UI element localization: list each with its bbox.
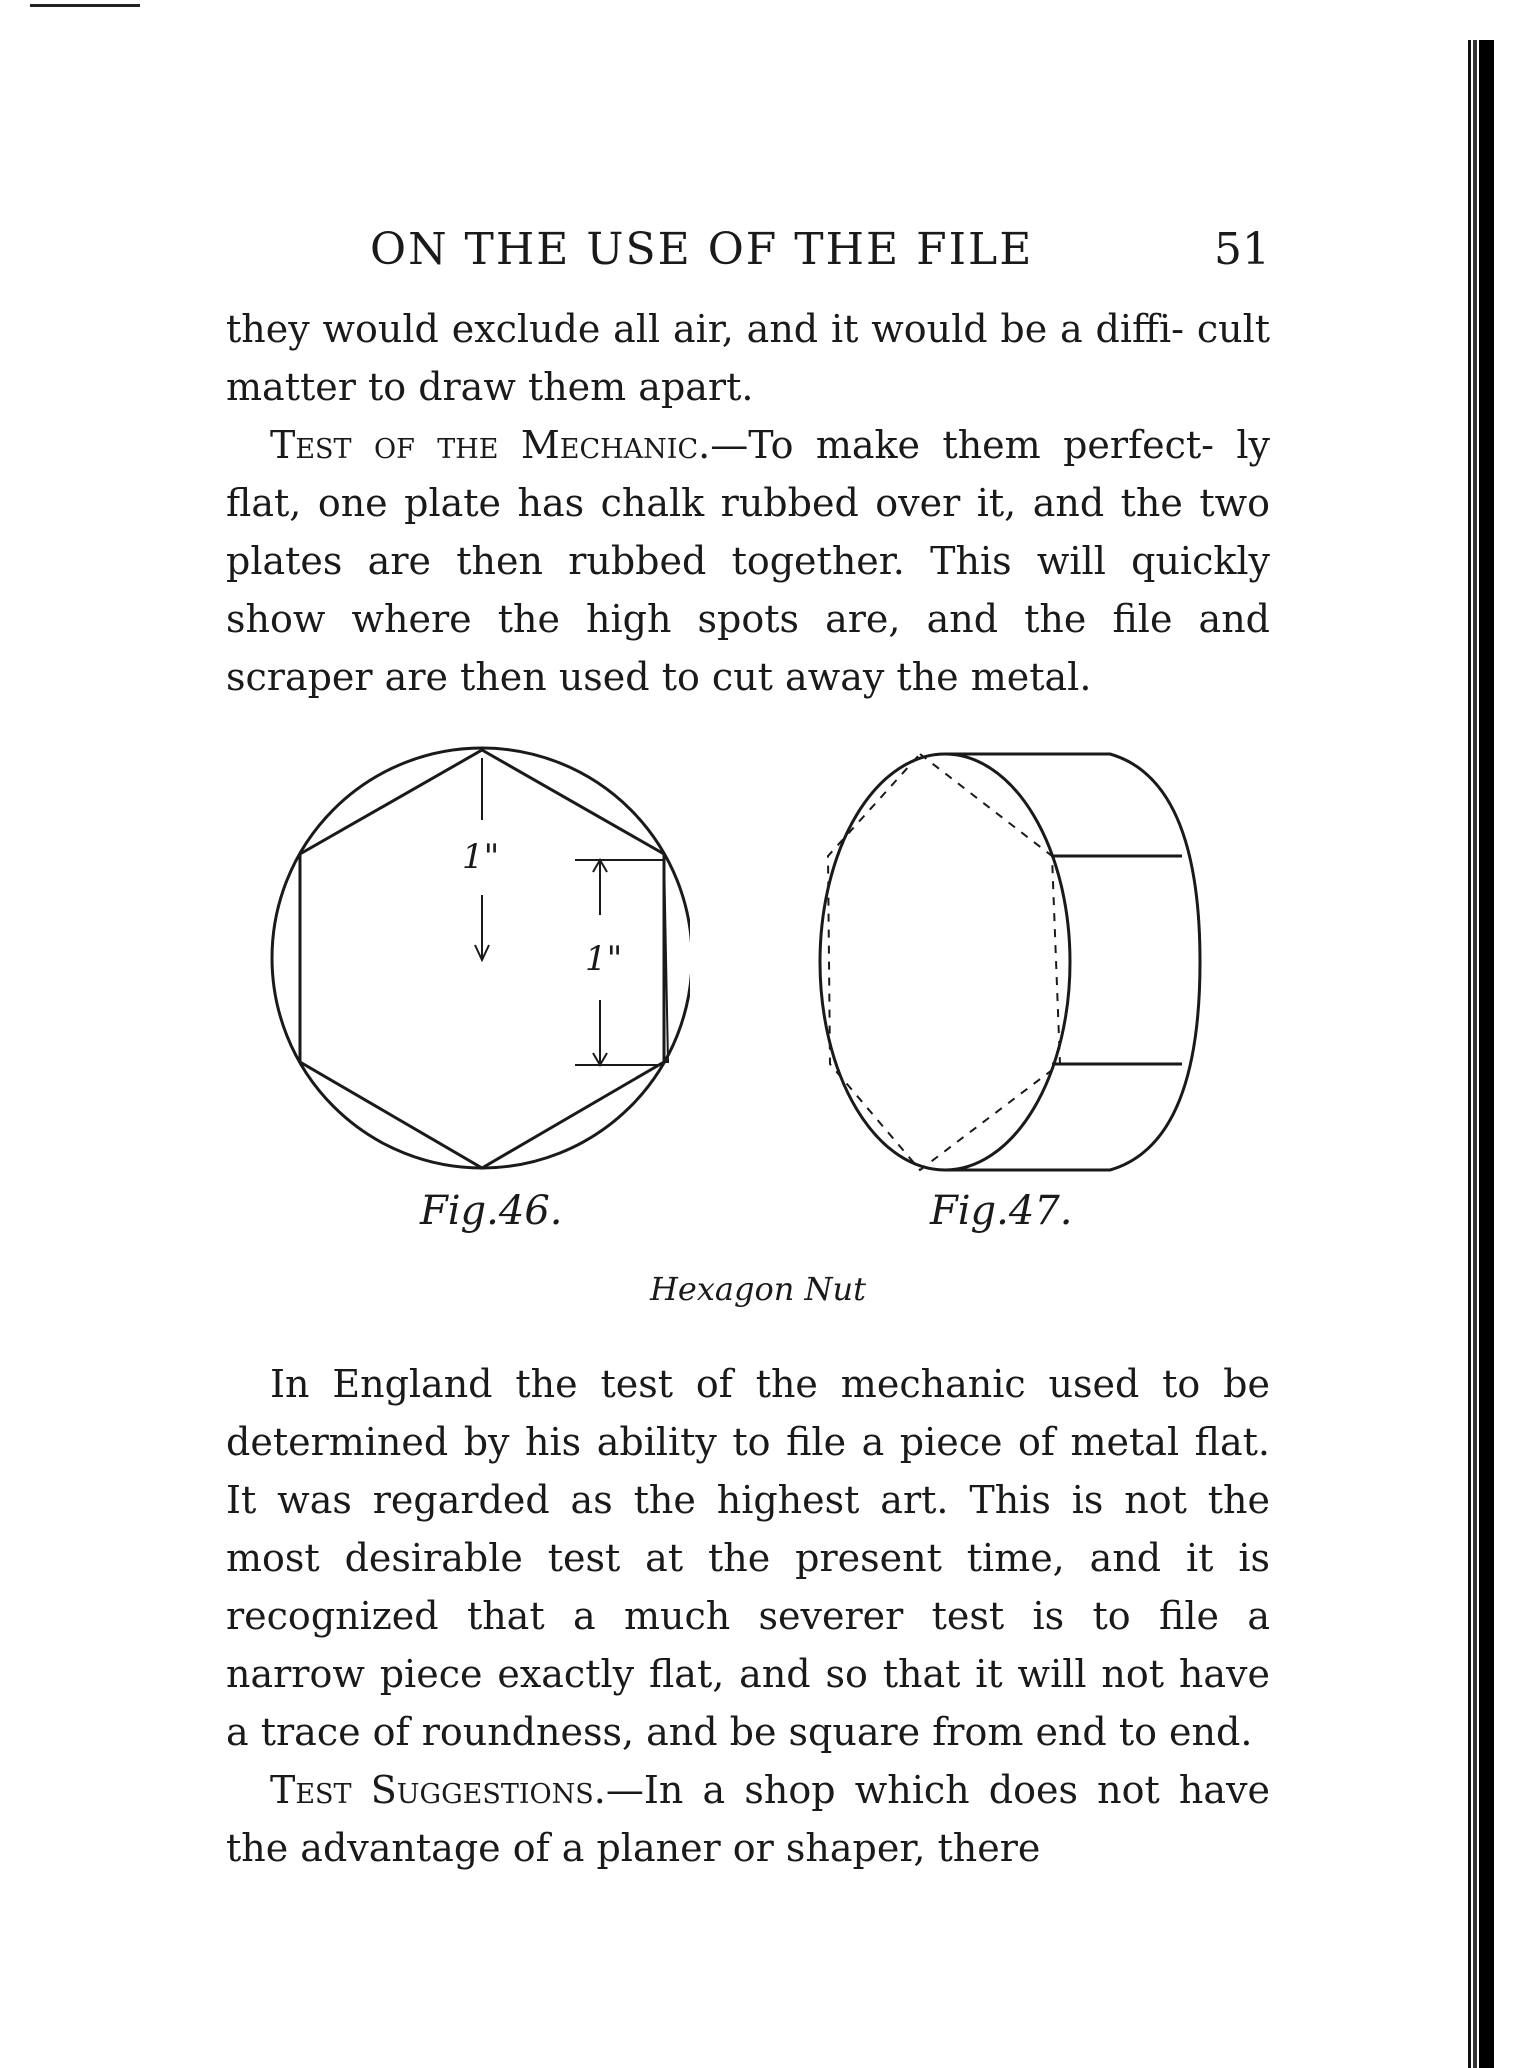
paragraph: Test of the Mechanic.—To make them perfect- ly flat, one plate has chalk rubbed over it, and the two plates are then rubbed together. This will quickly show where the high spots are, and the file and scraper are then used to cut away the metal. [226, 423, 1270, 699]
nut-front-face [820, 754, 1070, 1170]
figures [270, 740, 1230, 1260]
hexagon-flat-side [664, 854, 668, 1062]
top-rule [30, 4, 140, 7]
paragraph: In England the test of the mechanic used to be determined by his ability to file a piece of metal flat. It was regarded as the highest art. This is not the most desirable test at the present time, and it is recognized that a much severer test is to file a narrow piece exactly flat, and so that it will not have a trace of roundness, and be square from end to end. [226, 1362, 1270, 1754]
nut-side-outline [945, 754, 1200, 1170]
section-heading: Test of the Mechanic. [270, 423, 711, 467]
figure-46 [270, 740, 690, 1180]
figure-47-label: Fig.47. [930, 1188, 1073, 1234]
running-header [370, 220, 1270, 280]
hexagon-hidden-edges [828, 754, 1060, 1170]
text-block-top [226, 300, 1270, 706]
figure-47 [810, 740, 1270, 1180]
figure-46-label: Fig.46. [420, 1188, 563, 1234]
section-heading: Test Suggestions. [270, 1768, 606, 1812]
figure-caption: Hexagon Nut [650, 1270, 866, 1308]
page-number: 51 [1214, 224, 1270, 275]
dimension-label-vertical: 1" [462, 837, 500, 877]
running-title: ON THE USE OF THE FILE [370, 224, 1034, 275]
page-edge-binding [1468, 40, 1494, 2068]
paragraph: they would exclude all air, and it would be a diffi- cult matter to draw them apart. [226, 307, 1270, 409]
text-block-bottom [226, 1355, 1270, 1877]
paragraph: Test Suggestions.—In a shop which does not have the advantage of a planer or shaper, there [226, 1768, 1270, 1870]
dimension-label-side: 1" [585, 939, 623, 979]
